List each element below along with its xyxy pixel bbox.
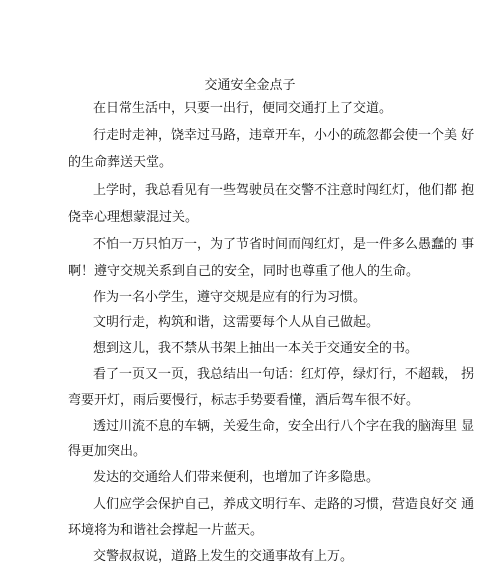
paragraph-line: 弯要开灯，雨后要慢行，标志手势要看懂，酒后驾车很不好。 [68,393,420,408]
paragraph-line: 作为一名小学生，遵守交规是应有的行为习惯。 [93,290,367,305]
paragraph-line: 上学时，我总看见有一些驾驶员在交警不注意时闯红灯，他们都 抱 [93,183,475,198]
paragraph-line: 得更加突出。 [68,444,147,459]
paragraph-line: 想到这儿，我不禁从书架上抽出一本关于交通安全的书。 [93,341,419,356]
paragraph-line: 啊！遵守交规关系到自己的安全，同时也尊重了他人的生命。 [68,264,420,279]
paragraph-line: 透过川流不息的车辆，关爱生命，安全出行八个字在我的脑海里 显 [93,419,475,434]
paragraph-line: 文明行走，构筑和谐，这需要每个人从自己做起。 [93,315,380,330]
paragraph-line: 看了一页又一页，我总结出一句话：红灯停，绿灯行，不超载， 拐 [93,367,475,382]
paragraph-line: 发达的交通给人们带来便利，也增加了许多隐患。 [93,470,380,485]
paragraph-line: 在日常生活中，只要一出行，便同交通打上了交道。 [93,101,393,116]
paragraph-line: 行走时走神，饶幸过马路，违章开车，小小的疏忽都会使一个美 好 [93,128,475,143]
paragraph-line: 不怕一万只怕万一，为了节省时间而闯红灯，是一件多么愚蠢的 事 [93,237,475,252]
document-title: 交通安全金点子 [204,78,296,93]
paragraph-line: 交警叔叔说，道路上发生的交通事故有上万。 [93,549,354,564]
paragraph-line: 侥幸心理想蒙混过关。 [68,210,199,225]
paragraph-line: 的生命葬送天堂。 [68,155,173,170]
paragraph-line: 人们应学会保护自己，养成文明行车、走路的习惯，营造良好交 通 [93,497,475,512]
paragraph-line: 环境将为和谐社会撑起一片蓝天。 [68,523,264,538]
